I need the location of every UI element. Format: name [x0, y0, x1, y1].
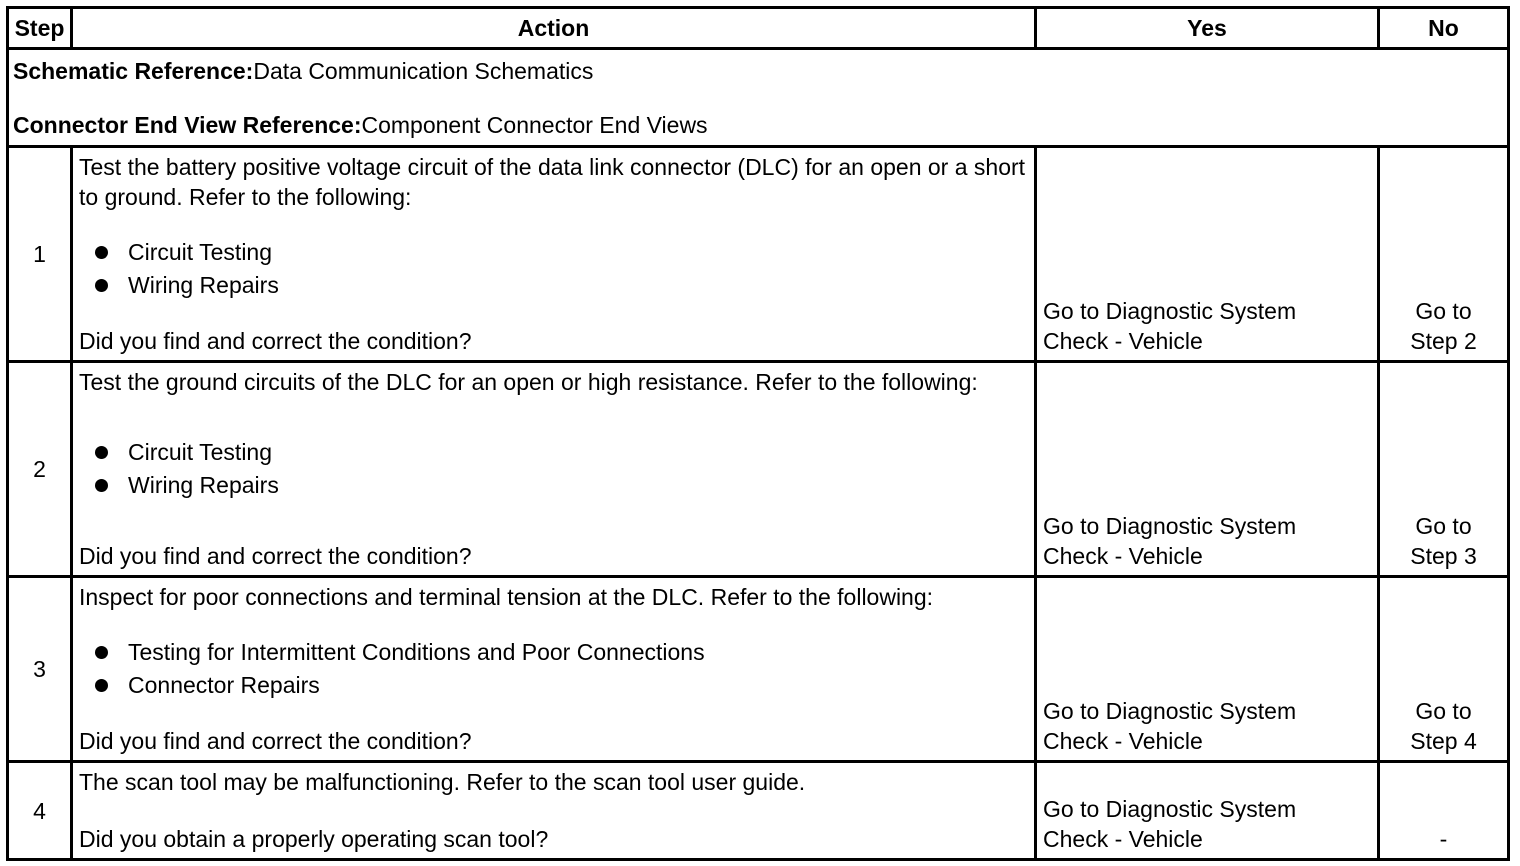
- reference-cell: [8, 49, 1509, 147]
- no-line-1: Go to: [1415, 298, 1472, 324]
- connector-reference: [13, 110, 1503, 140]
- bullet-text: Testing for Intermittent Conditions and Poor Connections: [128, 639, 705, 665]
- yes-cell: [1036, 577, 1379, 762]
- action-cell: [72, 147, 1036, 362]
- bullet-icon: [95, 246, 108, 259]
- action-text: Test the battery positive voltage circuit of the data link connector (DLC) for an open or a short to ground. Refer to the following:: [79, 154, 1026, 210]
- step-row-4: [8, 762, 1509, 860]
- action-text: Test the ground circuits of the DLC for an open or high resistance. Refer to the following:: [79, 369, 978, 395]
- step-number: 3: [8, 577, 72, 762]
- bullet-text: Connector Repairs: [128, 672, 320, 698]
- reference-row: [8, 49, 1509, 147]
- no-line-1: Go to: [1415, 513, 1472, 539]
- no-line-2: Step 2: [1410, 328, 1477, 354]
- no-line-2: Step 4: [1410, 728, 1477, 754]
- header-step: Step: [8, 8, 72, 49]
- yes-line-1: Go to Diagnostic System: [1043, 796, 1297, 822]
- list-item: [95, 469, 1028, 502]
- bullet-icon: [95, 279, 108, 292]
- no-cell: [1379, 147, 1509, 362]
- header-row: [8, 8, 1509, 49]
- connector-reference-value: Component Connector End Views: [361, 112, 708, 138]
- list-item: [95, 269, 1028, 302]
- bullet-text: Wiring Repairs: [128, 472, 279, 498]
- yes-line-1: Go to Diagnostic System: [1043, 513, 1297, 539]
- no-cell: [1379, 577, 1509, 762]
- action-question: Did you obtain a properly operating scan tool?: [79, 826, 549, 852]
- step-row-1: [8, 147, 1509, 362]
- no-line-2: Step 3: [1410, 543, 1477, 569]
- bullet-text: Circuit Testing: [128, 439, 273, 465]
- step-number: 4: [8, 762, 72, 860]
- connector-reference-label: Connector End View Reference:: [13, 112, 362, 138]
- action-cell: [72, 362, 1036, 577]
- list-item: [95, 236, 1028, 269]
- yes-line-1: Go to Diagnostic System: [1043, 298, 1297, 324]
- no-cell: [1379, 762, 1509, 860]
- bullet-list: [79, 436, 1028, 502]
- schematic-reference-label: Schematic Reference:: [13, 58, 254, 84]
- step-number: 2: [8, 362, 72, 577]
- action-text: The scan tool may be malfunctioning. Refer to the scan tool user guide.: [79, 769, 806, 795]
- yes-line-2: Check - Vehicle: [1043, 328, 1203, 354]
- step-row-3: [8, 577, 1509, 762]
- header-no: No: [1379, 8, 1509, 49]
- header-action: Action: [72, 8, 1036, 49]
- yes-line-1: Go to Diagnostic System: [1043, 698, 1297, 724]
- no-cell: [1379, 362, 1509, 577]
- list-item: [95, 669, 1028, 702]
- step-number: 1: [8, 147, 72, 362]
- diagnostic-table: [6, 6, 1510, 861]
- yes-line-2: Check - Vehicle: [1043, 728, 1203, 754]
- bullet-text: Circuit Testing: [128, 239, 273, 265]
- schematic-reference: [13, 56, 1503, 86]
- step-row-2: [8, 362, 1509, 577]
- list-item: [95, 436, 1028, 469]
- bullet-list: [79, 236, 1028, 302]
- list-item: [95, 636, 1028, 669]
- no-line-1: -: [1439, 826, 1448, 852]
- action-cell: [72, 577, 1036, 762]
- bullet-icon: [95, 479, 108, 492]
- header-yes: Yes: [1036, 8, 1379, 49]
- action-question: Did you find and correct the condition?: [79, 728, 472, 754]
- bullet-icon: [95, 679, 108, 692]
- schematic-reference-value: Data Communication Schematics: [253, 58, 594, 84]
- action-text: Inspect for poor connections and terminal tension at the DLC. Refer to the following:: [79, 584, 934, 610]
- action-cell: [72, 762, 1036, 860]
- yes-cell: [1036, 147, 1379, 362]
- bullet-icon: [95, 446, 108, 459]
- yes-cell: [1036, 362, 1379, 577]
- bullet-icon: [95, 646, 108, 659]
- yes-cell: [1036, 762, 1379, 860]
- action-question: Did you find and correct the condition?: [79, 543, 472, 569]
- action-question: Did you find and correct the condition?: [79, 328, 472, 354]
- bullet-list: [79, 636, 1028, 702]
- no-line-1: Go to: [1415, 698, 1472, 724]
- yes-line-2: Check - Vehicle: [1043, 543, 1203, 569]
- yes-line-2: Check - Vehicle: [1043, 826, 1203, 852]
- bullet-text: Wiring Repairs: [128, 272, 279, 298]
